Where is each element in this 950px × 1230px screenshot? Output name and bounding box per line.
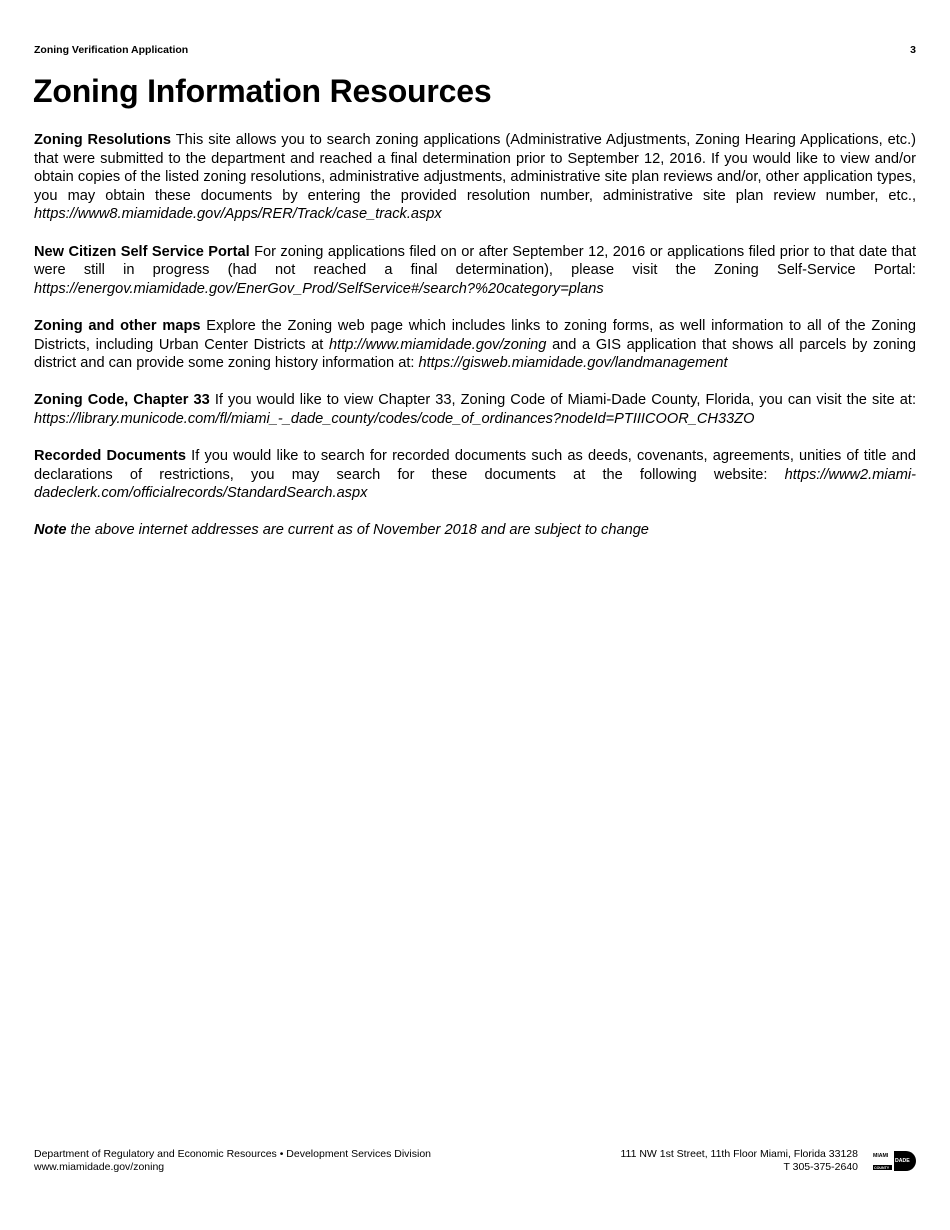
page-title: Zoning Information Resources [33, 73, 492, 109]
section-text: If you would like to search for recorded documents such as deeds, covenants, agreements, unities of title and declarations of restrictions, you may search for these documents at the following website: [34, 448, 916, 483]
section-self-service-portal [34, 243, 916, 299]
section-text: Explore the Zoning web page which includes links to zoning forms, as well information to all of the Zoning Districts, including Urban Center Districts at [34, 317, 916, 353]
logo-text-miami: MIAMI [873, 1153, 889, 1159]
section-heading: Recorded Documents [34, 448, 186, 465]
municode-link[interactable]: https://library.municode.com/fl/miami_-_dade_county/codes/code_of_ordinances?nodeId=PTIIICOOR_CH33ZO [34, 410, 755, 427]
miami-dade-county-logo [872, 1150, 916, 1172]
resolutions-link[interactable]: https://www8.miamidade.gov/Apps/RER/Track/case_track.aspx [34, 206, 442, 223]
page-number: 3 [910, 44, 916, 56]
section-zoning-maps [34, 317, 916, 373]
section-text: and a GIS application that shows all parcels by zoning district and can provide some zoning history information at: [34, 336, 916, 372]
official-records-link[interactable]: https://www2.miami-dadeclerk.com/officialrecords/StandardSearch.aspx [34, 466, 916, 502]
footer-department: Department of Regulatory and Economic Resources • Development Services Division [34, 1148, 432, 1160]
note [34, 521, 916, 540]
gis-link[interactable]: https://gisweb.miamidade.gov/landmanagement [418, 355, 728, 372]
footer-website[interactable]: www.miamidade.gov/zoning [34, 1161, 165, 1173]
document-title: Zoning Verification Application [34, 44, 189, 56]
section-heading: Zoning and other maps [34, 317, 201, 334]
logo-text-dade: DADE [895, 1158, 910, 1164]
note-label: Note [34, 522, 67, 539]
footer-phone: T 305-375-2640 [783, 1161, 858, 1173]
page-footer [34, 1148, 916, 1178]
page-header [34, 44, 916, 56]
resources-content [34, 131, 916, 559]
footer-address: 111 NW 1st Street, 11th Floor Miami, Florida 33128 [620, 1148, 858, 1160]
section-zoning-resolutions [34, 131, 916, 224]
note-text: the above internet addresses are current as of November 2018 and are subject to change [66, 522, 649, 539]
section-recorded-documents [34, 447, 916, 503]
section-text: If you would like to view Chapter 33, Zoning Code of Miami-Dade County, Florida, you can visit the site at: [214, 392, 916, 409]
self-service-portal-link[interactable]: https://energov.miamidade.gov/EnerGov_Prod/SelfService#/search?%20category=plans [34, 280, 604, 297]
section-text: This site allows you to search zoning applications (Administrative Adjustments, Zoning Hearing Applications, etc.) that were submitted to the department and reached a final determination prior to September 12, 2016. If you would like to view and/or obtain copies of the listed zoning resolutions, administrative adjustments, administrative site plan reviews and/or, other application types, you may obtain these documents by entering the provided resolution number, administrative site plan review number, etc., [34, 132, 917, 204]
section-heading: Zoning Resolutions [34, 132, 172, 148]
footer-department-block [34, 1148, 431, 1174]
section-heading: New Citizen Self Service Portal [34, 243, 250, 260]
logo-text-county: COUNTY [874, 1166, 890, 1170]
zoning-page-link[interactable]: http://www.miamidade.gov/zoning [329, 336, 547, 353]
section-text: For zoning applications filed on or after September 12, 2016 or applications filed prior to that date that were still in progress (had not reached a final determination), please visit the Zoning Self-Service Portal: [34, 243, 916, 279]
section-heading: Zoning Code, Chapter 33 [34, 392, 210, 409]
section-zoning-code [34, 391, 916, 428]
footer-address-block [620, 1148, 858, 1174]
